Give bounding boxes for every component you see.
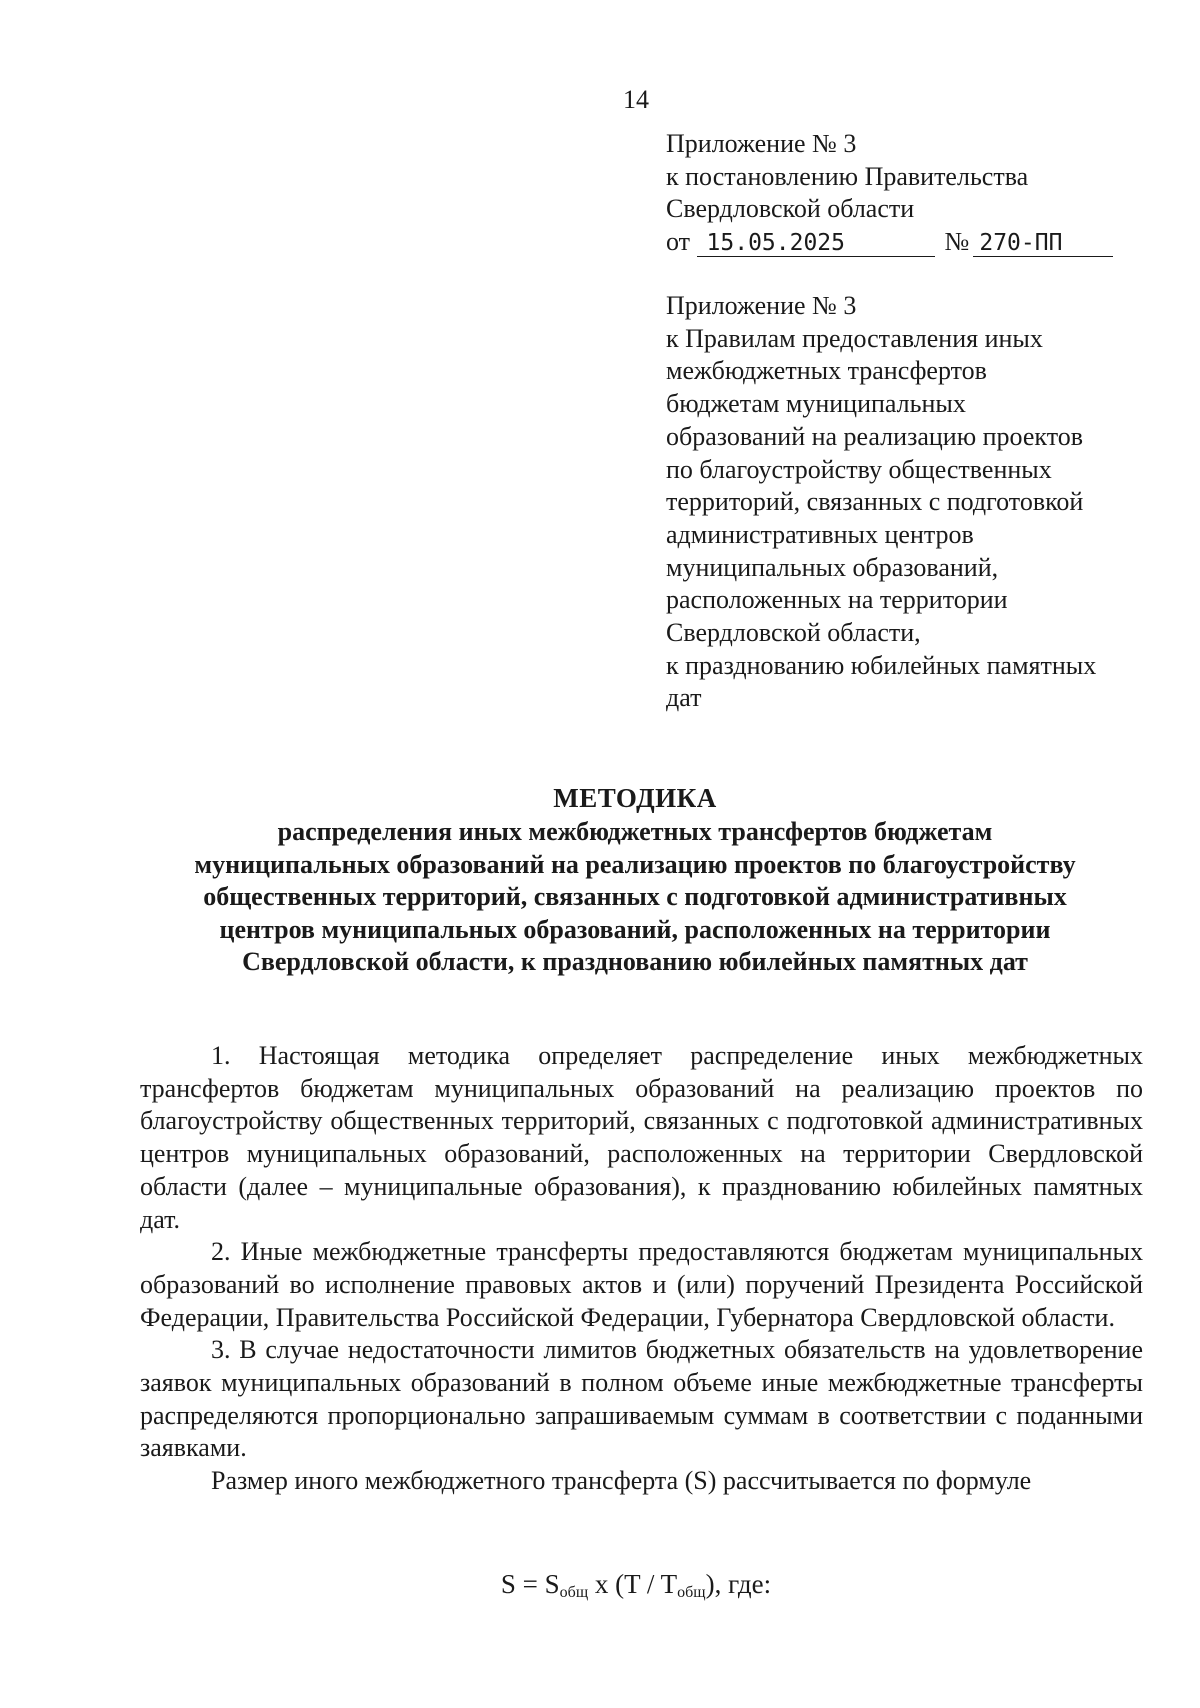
number-prefix: №: [944, 227, 970, 257]
appendix-rules: [666, 290, 1176, 715]
formula-mid: x (T / T: [588, 1569, 678, 1599]
appendix-rules-line: образований на реализацию проектов: [666, 421, 1083, 451]
appendix-rules-line: межбюджетных трансфертов: [666, 356, 987, 386]
paragraph-2: 2. Иные межбюджетные трансферты предоставляются бюджетам муниципальных образований во исполнение правовых актов и (или) поручений Президента Российской Федерации, Правительства Российской Федерации, Губернатора Свердловской области.: [140, 1237, 1143, 1332]
title-subtitle-line: Свердловской области, к празднованию юбилейных памятных дат: [242, 947, 1028, 976]
paragraph-1: 1. Настоящая методика определяет распределение иных межбюджетных трансфертов бюджетам муниципальных образований на реализацию проектов по благоустройству общественных территорий, связанных с подготовкой административных центров муниципальных образований, расположенных на территории Свердловской области (далее – муниципальные образования), к празднованию юбилейных памятных дат.: [140, 1041, 1143, 1234]
appendix-rules-line: бюджетам муниципальных: [666, 389, 966, 419]
page-number: 14: [623, 85, 649, 114]
document-title: [140, 780, 1130, 979]
title-main: МЕТОДИКА: [553, 783, 717, 813]
formula-subscript: общ: [677, 1584, 706, 1601]
paragraph-formula-intro: Размер иного межбюджетного трансферта (S) рассчитывается по формуле: [211, 1466, 1032, 1496]
formula-lhs: S = S: [500, 1569, 560, 1599]
appendix-rules-line: муниципальных образований,: [666, 552, 999, 582]
appendix-rules-line: к празднованию юбилейных памятных: [666, 650, 1097, 680]
title-subtitle-line: распределения иных межбюджетных трансфертов бюджетам: [277, 817, 993, 846]
paragraph-3: 3. В случае недостаточности лимитов бюджетных обязательств на удовлетворение заявок муниципальных образований в полном объеме иные межбюджетные трансферты распределяются пропорционально запрашиваемым суммам в соответствии с поданными заявками.: [140, 1335, 1143, 1463]
formula: [0, 1567, 1200, 1610]
appendix-rules-line: территорий, связанных с подготовкой: [666, 487, 1084, 517]
appendix-decree: [666, 128, 1176, 259]
appendix-rules-line: Приложение № 3: [666, 291, 857, 320]
appendix-rules-line: по благоустройству общественных: [666, 454, 1052, 484]
appendix-decree-line: Свердловской области: [666, 194, 915, 224]
appendix-decree-line: к постановлению Правительства: [666, 161, 1029, 191]
appendix-rules-line: административных центров: [666, 519, 974, 549]
body-text: [140, 1040, 1143, 1498]
decree-number: 270-ПП: [973, 230, 1113, 257]
title-subtitle-line: центров муниципальных образований, расположенных на территории: [219, 914, 1051, 944]
appendix-rules-line: к Правилам предоставления иных: [666, 323, 1043, 353]
formula-tail: ), где:: [705, 1569, 772, 1599]
decree-date: 15.05.2025: [697, 230, 935, 257]
formula-subscript: общ: [559, 1584, 589, 1601]
appendix-rules-line: расположенных на территории: [666, 585, 1008, 615]
appendix-rules-line: Свердловской области,: [666, 618, 921, 648]
appendix-rules-line: дат: [666, 683, 702, 713]
title-subtitle-line: муниципальных образований на реализацию проектов по благоустройству: [194, 849, 1076, 879]
date-prefix: от: [666, 227, 691, 257]
appendix-decree-line: Приложение № 3: [666, 129, 857, 158]
title-subtitle-line: общественных территорий, связанных с подготовкой административных: [203, 882, 1067, 911]
decree-date-number-line: [666, 226, 1176, 259]
